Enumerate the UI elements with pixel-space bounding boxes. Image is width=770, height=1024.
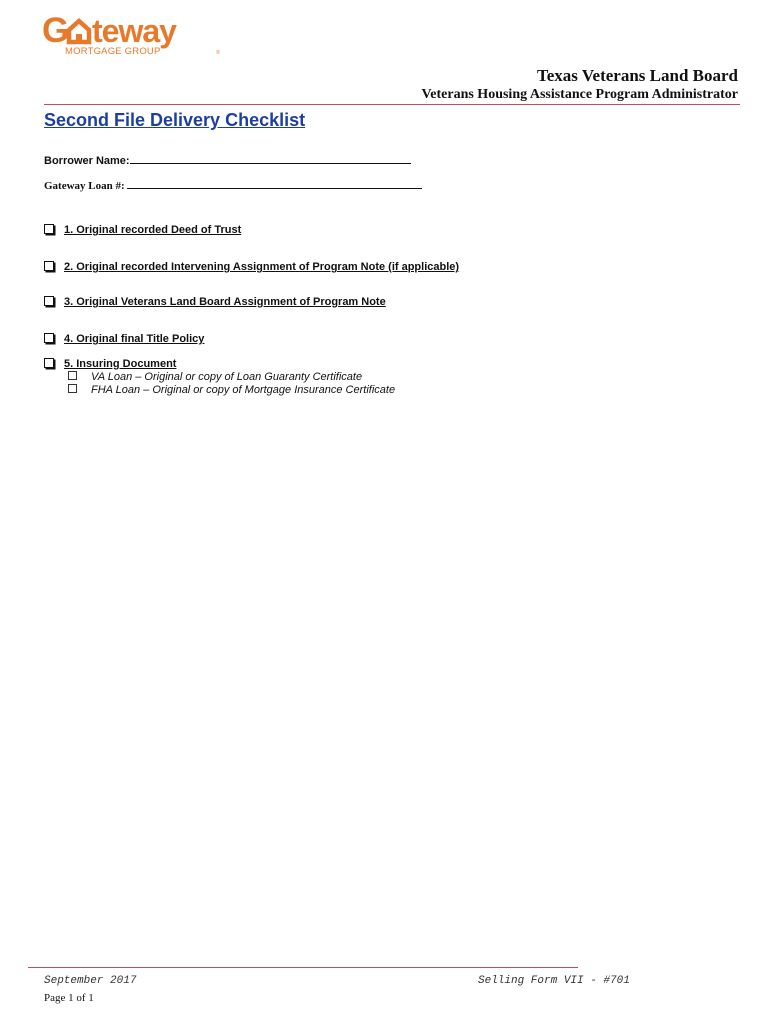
insuring-option-label: VA Loan – Original or copy of Loan Guaranty Certificate (91, 371, 363, 383)
svg-text:G: G (42, 11, 69, 50)
insuring-option[interactable] (68, 371, 395, 384)
svg-text:MORTGAGE GROUP: MORTGAGE GROUP (65, 46, 161, 57)
borrower-name-field (44, 152, 411, 167)
checkbox-icon[interactable] (44, 261, 54, 271)
checklist-item[interactable] (44, 358, 176, 370)
document-title: Second File Delivery Checklist (44, 110, 306, 130)
footer-divider (28, 967, 578, 968)
checklist-item[interactable] (44, 224, 241, 236)
checklist-item-label: 3. Original Veterans Land Board Assignment of Program Note (64, 296, 386, 308)
insuring-option-label: FHA Loan – Original or copy of Mortgage Insurance Certificate (91, 384, 396, 396)
org-subtitle: Veterans Housing Assistance Program Administrator (421, 87, 738, 102)
checklist-item-label: 2. Original recorded Intervening Assignment of Program Note (if applicable) (64, 261, 460, 273)
page-number: Page 1 of 1 (44, 992, 94, 1004)
house-roof-icon (40, 10, 240, 60)
checkbox-icon[interactable] (44, 333, 54, 343)
footer-form-id: Selling Form VII - #701 (478, 975, 630, 987)
checkbox-icon[interactable] (44, 358, 54, 368)
checkbox-icon[interactable] (68, 384, 77, 393)
checklist-item[interactable] (44, 261, 459, 273)
loan-number-label: Gateway Loan #: (44, 180, 128, 192)
checkbox-icon[interactable] (68, 371, 77, 380)
checklist-item[interactable] (44, 296, 386, 308)
gateway-logo (40, 10, 240, 60)
svg-text:teway: teway (92, 13, 176, 49)
loan-number-blank[interactable] (127, 177, 422, 189)
borrower-name-blank[interactable] (130, 152, 411, 164)
footer-date: September 2017 (44, 975, 137, 987)
svg-text:®: ® (216, 50, 220, 56)
insuring-option[interactable] (68, 384, 395, 397)
checklist-item[interactable] (44, 333, 204, 345)
checklist-item-label: 5. Insuring Document (64, 358, 177, 370)
loan-number-field (44, 177, 422, 192)
org-title: Texas Veterans Land Board (536, 66, 738, 85)
checkbox-icon[interactable] (44, 296, 54, 306)
header-divider (44, 104, 740, 105)
checklist-item-label: 1. Original recorded Deed of Trust (64, 224, 242, 236)
insuring-document-options (68, 371, 395, 397)
checklist-item-label: 4. Original final Title Policy (64, 333, 205, 345)
checkbox-icon[interactable] (44, 224, 54, 234)
borrower-name-label: Borrower Name: (44, 155, 130, 167)
